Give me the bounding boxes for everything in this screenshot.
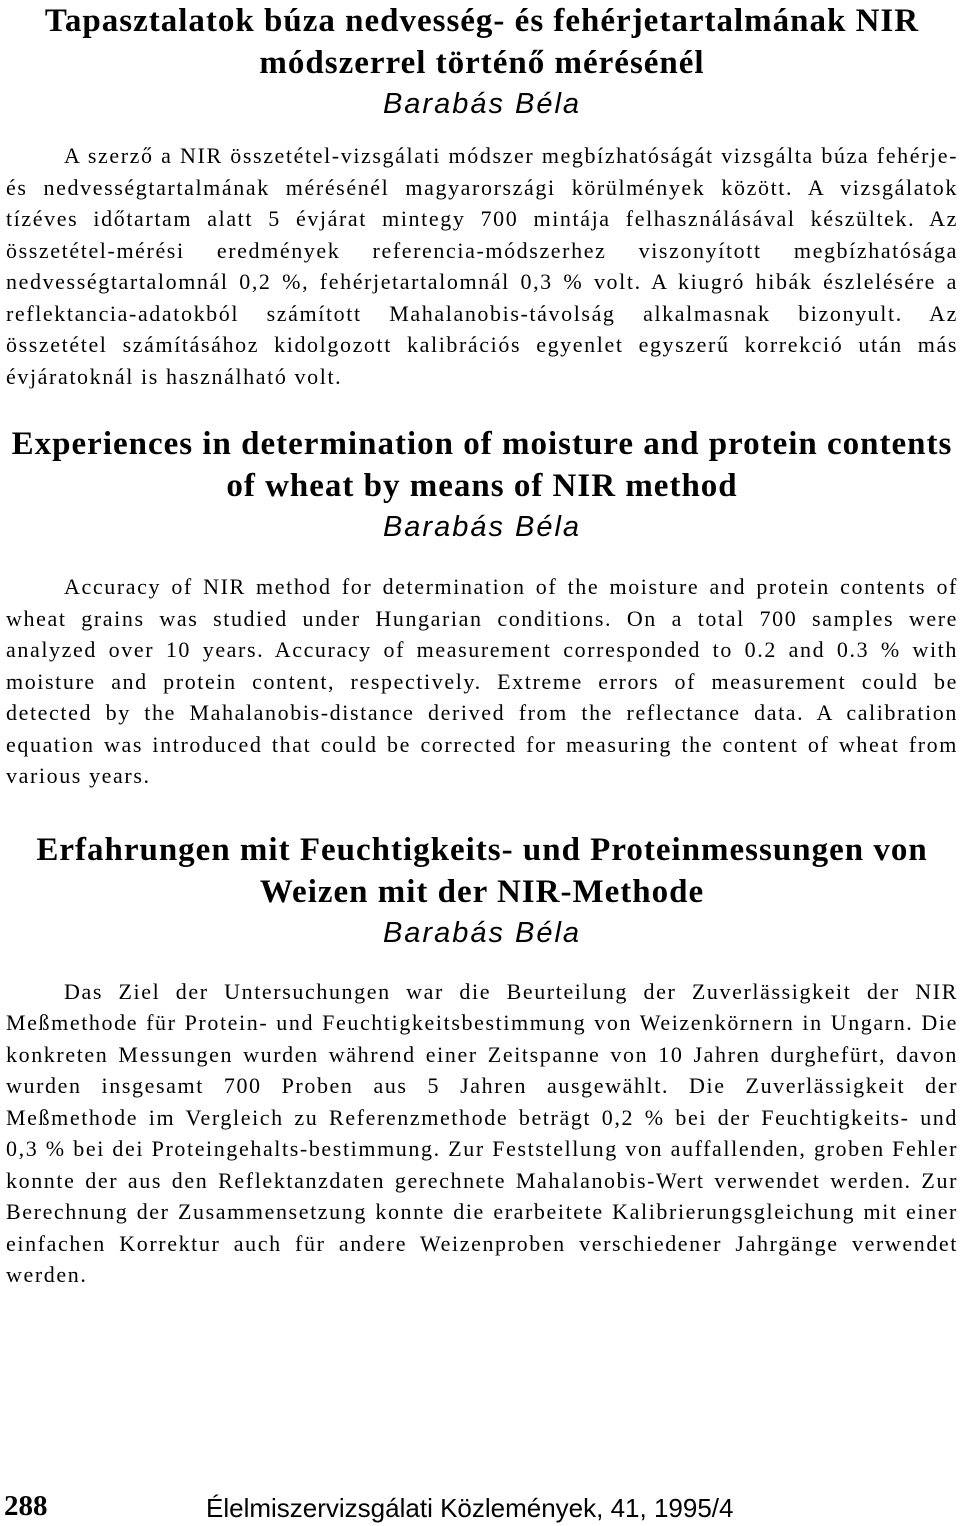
title-english: Experiences in determination of moisture and protein contents of wheat by means of NIR method — [11, 426, 953, 504]
title-hungarian: Tapasztalatok búza nedvesség- és fehérjetartalmának NIR módszerrel történő mérésénél — [44, 3, 920, 81]
section-english — [6, 423, 958, 792]
page-footer — [4, 1488, 956, 1524]
paper-page — [6, 0, 958, 1291]
journal-citation: Élelmiszervizsgálati Közlemények, 41, 1995/4 — [206, 1493, 734, 1523]
abstract-english: Accuracy of NIR method for determination of the moisture and protein contents of wheat grains was studied under Hungarian conditions. On a total 700 samples were analyzed over 10 years. Accuracy of measurement corresponded to 0.2 and 0.3 % with moisture and protein content, respectively. Extreme errors of measurement could be detected by the Mahalanobis-distance derived from the reflectance data. A calibration equation was introduced that could be corrected for measuring the content of wheat from various years. — [6, 574, 958, 788]
title-german: Erfahrungen mit Feuchtigkeits- und Proteinmessungen von Weizen mit der NIR-Methode — [36, 831, 928, 910]
abstract-hungarian: A szerző a NIR összetétel-vizsgálati módszer megbízhatóságát vizsgálta búza fehérje- és nedvességtartalmának mérésénél magyarországi körülmények között. A vizsgálatok tízéves időtartam alatt 5 évjárat mintegy 700 mintája felhasználásával készültek. Az összetétel-mérési eredmények referencia-módszerhez viszonyított megbízhatósága nedvességtartalomnál 0,2 %, fehérjetartalomnál 0,3 % volt. A kiugró hibák észlelésére a reflektancia-adatokból számított Mahalanobis-távolság alkalmasnak bizonyult. Az összetétel számításához kidolgozott kalibrációs egyenlet egyszerű korrekció után más évjáratoknál is használható volt. — [6, 143, 958, 389]
author-hungarian: Barabás Béla — [382, 88, 582, 120]
section-german — [6, 829, 958, 1291]
abstract-german: Das Ziel der Untersuchungen war die Beurteilung der Zuverlässigkeit der NIR Meßmethode für Protein- und Feuchtigkeitsbestimmung von Weizenkörnern in Ungarn. Die konkreten Messungen wurden während einer Zeitspanne von 10 Jahren durghefürt, davon wurden insgesamt 700 Proben aus 5 Jahren ausgewählt. Die Zuverlässigkeit der Meßmethode im Vergleich zu Referenzmethode beträgt 0,2 % bei der Feuchtigkeits- und 0,3 % bei dei Proteingehalts-bestimmung. Zur Feststellung von auffallenden, groben Fehler konnte der aus den Reflektanzdaten gerechnete Mahalanobis-Wert verwendet werden. Zur Berechnung der Zusammensetzung konnte die erarbeitete Kalibrierungsgleichung mit einer einfachen Korrektur auch für andere Weizenproben verschiedener Jahrgänge verwendet werden. — [6, 978, 958, 1287]
section-hungarian — [6, 0, 958, 392]
page-number: 288 — [4, 1490, 48, 1522]
author-german: Barabás Béla — [382, 916, 582, 949]
author-english: Barabás Béla — [382, 511, 582, 543]
